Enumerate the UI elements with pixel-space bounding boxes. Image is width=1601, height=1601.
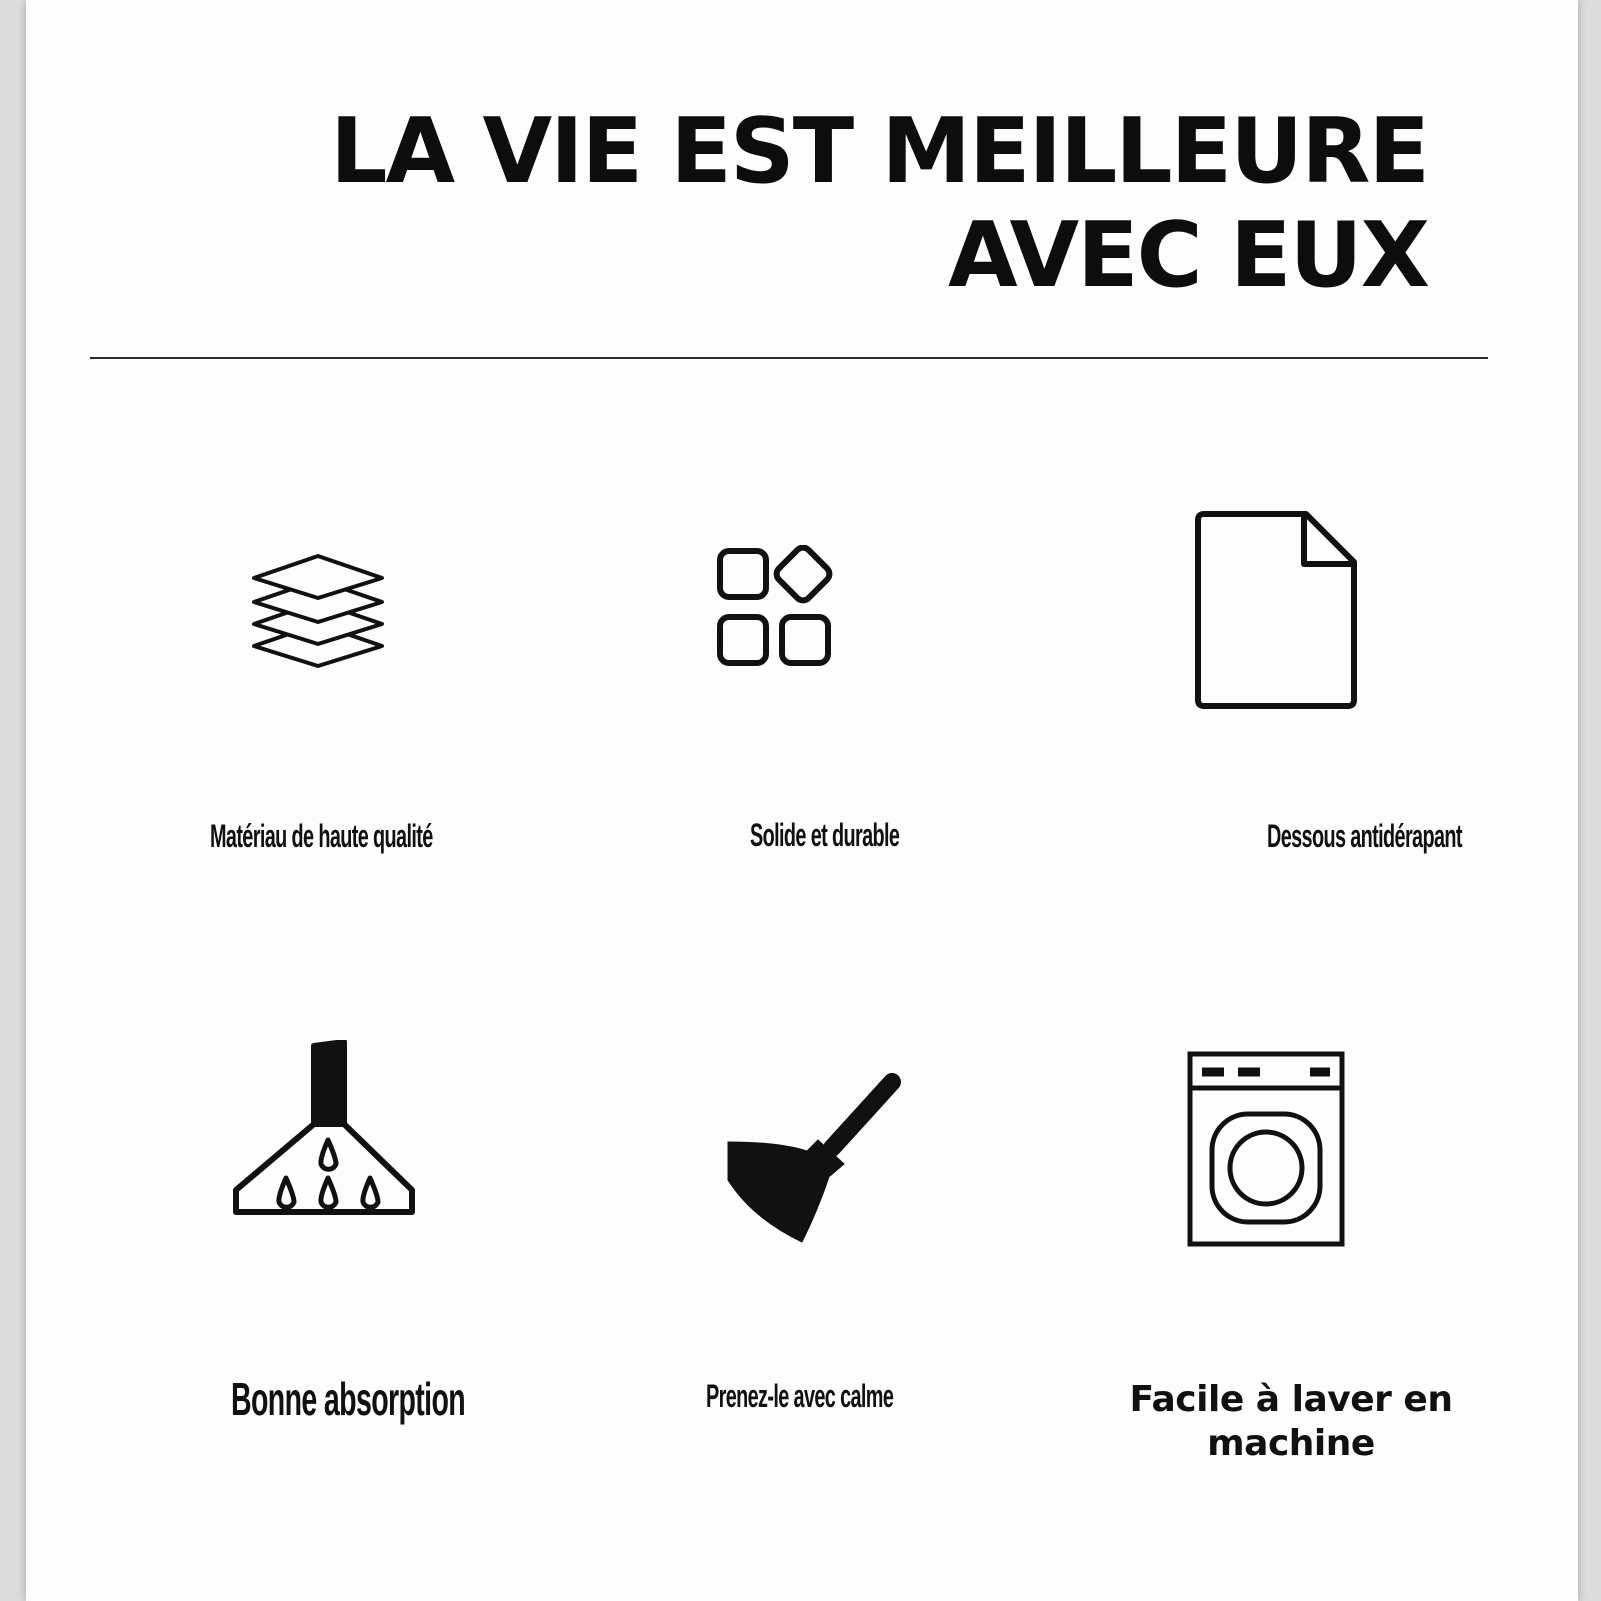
washing-machine-icon	[1186, 1050, 1346, 1250]
feature-label: Solide et durable	[750, 817, 900, 853]
broom-icon	[722, 1070, 922, 1250]
page-title: LA VIE EST MEILLEURE AVEC EUX	[330, 99, 1428, 308]
divider	[90, 357, 1488, 359]
feature-label: Dessous antidérapant	[1267, 818, 1462, 854]
layers-icon	[248, 548, 388, 668]
feature-label: Matériau de haute qualité	[210, 818, 433, 854]
product-feature-card	[26, 0, 1578, 1601]
feature-label: Facile à laver en machine	[1129, 1379, 1453, 1464]
feature-label: Prenez-le avec calme	[706, 1378, 894, 1414]
range-hood-drops-icon	[232, 1040, 422, 1240]
apps-grid-icon	[716, 545, 846, 675]
feature-label: Bonne absorption	[231, 1373, 466, 1425]
document-icon	[1194, 510, 1360, 710]
